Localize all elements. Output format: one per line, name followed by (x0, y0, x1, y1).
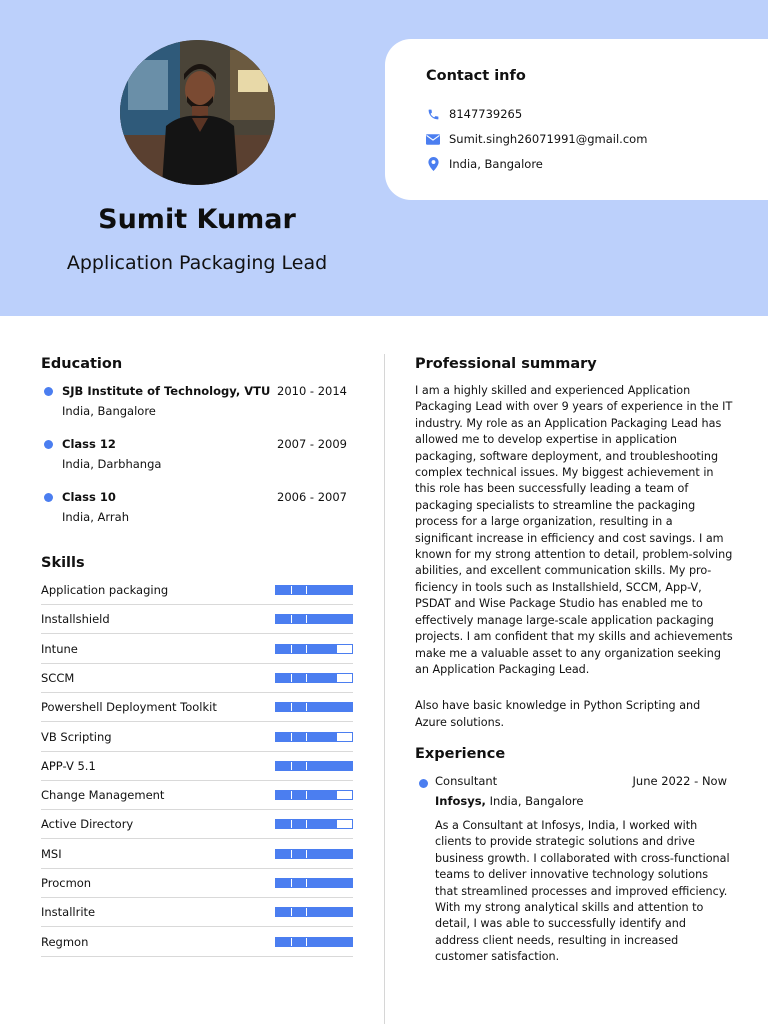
skill-bar-segment (306, 791, 307, 799)
skill-bar-segment (306, 586, 307, 594)
skill-row (41, 693, 353, 722)
profile-photo (120, 40, 275, 185)
summary-paragraph: I am a highly skilled and experienced Application Packaging Lead with over 9 years of experience in the IT industry. My role as an Application Packaging Lead has allowed me to develop expertise in application packaging, software deployment, and troubleshooting complex technical issues. My biggest achievement in this role has been successfully leading a team of packaging specialists to streamline the packaging process for a large organization, resulting in a significant increase in efficiency and cost savings. I am known for my strong attention to detail, problem-solving abilities, and excellent communication skills. My proficiency in tools such as Installshield, SCCM, App-V, PSDAT and Wise Package Studio has enabled me to effectively manage large-scale application packaging projects. I am confident that my skills and achievements make me a valuable asset to any organization seeking an Application Packaging Lead. (415, 384, 733, 676)
candidate-role: Application Packaging Lead (66, 252, 328, 274)
skill-name: APP-V 5.1 (41, 758, 96, 773)
skill-bar-segment (291, 879, 292, 887)
bullet-icon (419, 779, 428, 788)
experience-dates: June 2022 - Now (632, 774, 727, 788)
skill-row (41, 840, 353, 869)
skill-bar-segment (291, 703, 292, 711)
skill-bar-segment (306, 879, 307, 887)
skill-name: SCCM (41, 670, 75, 685)
skill-level-bar (275, 878, 353, 888)
skill-level-bar (275, 585, 353, 595)
education-location: India, Bangalore (62, 404, 156, 418)
skill-bar-segment (306, 850, 307, 858)
skill-level-fill (276, 879, 352, 887)
skill-level-bar (275, 702, 353, 712)
skill-bar-segment (291, 908, 292, 916)
skill-row (41, 928, 353, 957)
education-location: India, Arrah (62, 510, 129, 524)
skill-name: Active Directory (41, 817, 134, 832)
skill-name: MSI (41, 846, 62, 861)
skill-bar-segment (306, 615, 307, 623)
skill-bar-segment (306, 762, 307, 770)
phone-icon (426, 107, 440, 121)
resume-header (0, 0, 768, 316)
location-text: India, Bangalore (449, 157, 543, 171)
skill-level-bar (275, 819, 353, 829)
skill-name: Intune (41, 641, 78, 656)
education-institution: Class 10 (62, 490, 116, 504)
skill-row (41, 664, 353, 693)
column-divider (384, 354, 385, 1024)
skill-bar-segment (306, 703, 307, 711)
skill-level-bar (275, 907, 353, 917)
skill-name: Change Management (41, 788, 165, 803)
skill-row (41, 898, 353, 927)
skill-bar-segment (291, 938, 292, 946)
contact-phone[interactable] (426, 107, 522, 121)
experience-company: Infosys, (435, 794, 486, 808)
bullet-icon (44, 493, 53, 502)
skill-bar-segment (306, 645, 307, 653)
candidate-name: Sumit Kumar (98, 204, 296, 235)
skill-row (41, 576, 353, 605)
skill-bar-segment (306, 733, 307, 741)
skill-bar-segment (306, 674, 307, 682)
experience-position: Consultant (435, 774, 498, 788)
education-years: 2006 - 2007 (277, 490, 347, 504)
skill-name: Procmon (41, 876, 92, 890)
skill-bar-segment (291, 733, 292, 741)
skill-row (41, 635, 353, 664)
skill-bar-segment (306, 820, 307, 828)
skill-row (41, 605, 353, 634)
skill-level-fill (276, 850, 352, 858)
skill-name: Application packaging (41, 583, 169, 597)
skill-level-bar (275, 937, 353, 947)
skill-bar-segment (291, 820, 292, 828)
skill-name: Powershell Deployment Toolkit (41, 700, 217, 715)
skill-level-bar (275, 614, 353, 624)
summary-text (415, 383, 733, 731)
experience-company-line (435, 794, 583, 808)
contact-card (385, 39, 768, 200)
skill-level-fill (276, 908, 352, 916)
skill-bar-segment (291, 586, 292, 594)
contact-title: Contact info (426, 68, 526, 84)
education-institution: Class 12 (62, 437, 116, 451)
skills-title: Skills (41, 555, 85, 571)
skill-row (41, 723, 353, 752)
education-title: Education (41, 356, 123, 372)
skill-row (41, 781, 353, 810)
envelope-icon (426, 132, 440, 146)
map-pin-icon (426, 157, 440, 171)
skill-bar-segment (306, 908, 307, 916)
skill-level-bar (275, 673, 353, 683)
skill-level-bar (275, 790, 353, 800)
skill-bar-segment (306, 938, 307, 946)
skill-row (41, 810, 353, 839)
skill-level-fill (276, 615, 352, 623)
bullet-icon (44, 387, 53, 396)
education-location: India, Darbhanga (62, 457, 162, 471)
experience-description: As a Consultant at Infosys, India, I worked with clients to provide strategic solutions and drive business growth. I collaborated with cross-functional teams to deliver innovative technology solutions that streamlined processes and improved efficiency. With my strong analytical skills and attention to detail, I was able to successfully identify and address client needs, resulting in increased customer satisfaction. (435, 819, 730, 964)
skill-bar-segment (291, 674, 292, 682)
skill-bar-segment (291, 791, 292, 799)
summary-paragraph: Also have basic knowledge in Python Scripting and Azure solutions. (415, 699, 701, 729)
skill-row (41, 752, 353, 781)
skill-row (41, 869, 353, 898)
skill-name: Installshield (41, 612, 110, 627)
skill-name: Regmon (41, 934, 89, 949)
email-text: Sumit.singh26071991@gmail.com (449, 132, 648, 146)
skill-level-bar (275, 849, 353, 859)
skill-level-bar (275, 644, 353, 654)
experience-location: India, Bangalore (485, 794, 584, 808)
skill-level-fill (276, 586, 352, 594)
experience-title: Experience (415, 746, 506, 762)
skill-name: Installrite (41, 905, 96, 920)
phone-text: 8147739265 (449, 107, 523, 121)
skill-level-fill (276, 762, 352, 770)
summary-title: Professional summary (415, 356, 597, 372)
education-institution: SJB Institute of Technology, VTU (62, 384, 271, 398)
contact-location (426, 157, 543, 171)
skill-bar-segment (291, 645, 292, 653)
education-years: 2007 - 2009 (277, 437, 347, 451)
skill-level-bar (275, 732, 353, 742)
education-years: 2010 - 2014 (277, 384, 347, 398)
skill-name: VB Scripting (41, 729, 112, 744)
skill-bar-segment (291, 615, 292, 623)
bullet-icon (44, 440, 53, 449)
skill-bar-segment (291, 762, 292, 770)
contact-email[interactable] (426, 132, 647, 146)
skill-bar-segment (291, 850, 292, 858)
skill-level-fill (276, 938, 352, 946)
skill-level-bar (275, 761, 353, 771)
skill-level-fill (276, 703, 352, 711)
